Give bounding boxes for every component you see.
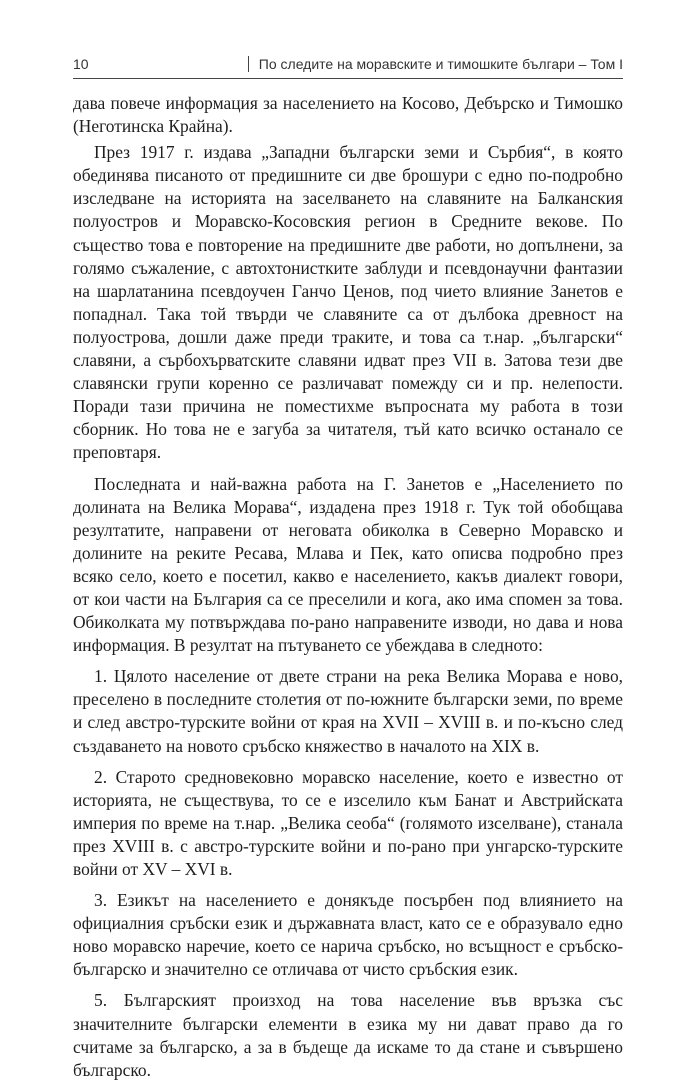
page-number: 10 xyxy=(73,56,89,72)
running-title: По следите на моравските и тимошките българи – Том I xyxy=(248,56,623,72)
body-text xyxy=(73,92,623,1085)
conclusion-item-1: 1. Цялото население от двете страни на река Велика Морава е ново, преселено в последните столетия от по-южните български земи, по време и след австро-турските войни от края на XVII – XVIII в. и по-късно след създаването на новото сръбско княжество в началото на XIX в. xyxy=(73,666,623,756)
paragraph-1917-work: През 1917 г. издава „Западни български земи и Сърбия“, в която обединява писаното от предишните си две брошури с едно по-подробно изследване на историята на заселването на славяните на Балканския полуостров и Моравско-Косовския регион в Средните векове. По същество това е повторение на предишните две работи, но допълнени, за голямо съжаление, с автохтонистките заблуди и псевдонаучни фантазии на шарлатанина псевдоучен Ганчо Ценов, под чието влияние Занетов е попаднал. Така той твърди че славяните са от дълбока древност на полуострова, дошли даже преди траките, и това са т.нар. „български“ славяни, а сърбохърватските славяни идват през VII в. Затова тези две славянски групи коренно се различават помежду си и пр. нелепости. Поради тази причина не поместихме въпросната му работа в този сборник. Но това не е загуба за читателя, тъй като всичко останало се преповтаря. xyxy=(73,142,623,463)
paragraph-continuation: дава повече информация за населението на Косово, Дебърско и Тимошко (Неготинска Крайна). xyxy=(73,93,623,137)
paragraph-1918-work: Последната и най-важна работа на Г. Занетов е „Населението по долината на Велика Морава“, издадена през 1918 г. Тук той обобщава резултатите, направени от неговата обиколка в Северно Моравско и долините на реките Ресава, Млава и Пек, като описва подробно през всяко село, което е посетил, какво е населението, какъв диалект говори, от кои части на България са се преселили и кога, ако има спомен за това. Обиколката му потвърждава по-рано направените изводи, но дава и нова информация. В резултат на пътуването се убеждава в следното: xyxy=(73,473,623,656)
conclusion-item-3: 3. Езикът на населението е донякъде посърбен под влиянието на официалния сръбски език и държавната власт, като се е образувало едно ново моравско наречие, което се нарича сръбско, но всъщност е сръбско-българско и значително се отличава от чисто сръбския език. xyxy=(73,890,623,980)
conclusion-item-2: 2. Старото средновековно моравско население, което е известно от историята, не съществува, то се е изселило към Банат и Австрийската империя по време на т.нар. „Велика сеоба“ (голямото изселване), станала през XVIII в. с австро-турските войни и по-рано при унгарско-турските войни от XV – XVI в. xyxy=(73,766,623,879)
running-header xyxy=(73,56,623,79)
conclusion-item-5: 5. Българският произход на това население във връзка със значителните български елементи в езика му ни дават право да го считаме за българско, а за в бъдеще да искаме то да стане и съвършено българско. xyxy=(73,990,623,1080)
